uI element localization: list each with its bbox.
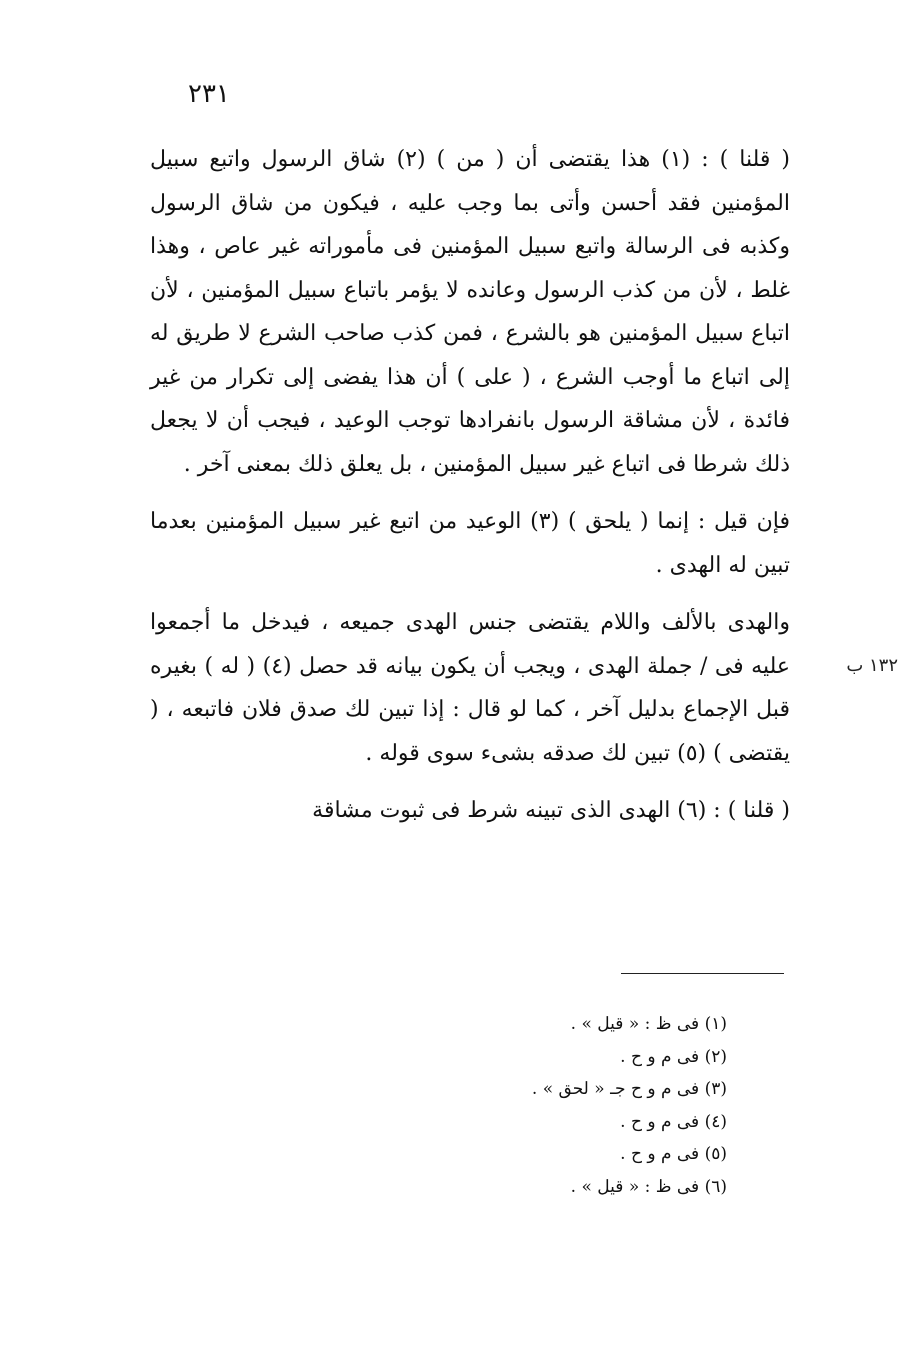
text-line: سبيل المؤمنين فقد أحسن وأتى بما وجب عليه ، فيكون من شاق xyxy=(150,147,790,216)
text-line: الشرع لا طريق له إلى اتباع ما أوجب الشرع ، ( على ) أن هذا xyxy=(150,321,790,390)
text-line: يفضى إلى تكرار من غير فائدة ، لأن مشاقة الرسول بانفرادها توجب xyxy=(150,364,790,433)
text-line: وهذا غلط ، لأن من كذب الرسول وعانده لا يؤمر باتباع سبيل xyxy=(150,234,790,303)
text-line: الرسول وكذبه فى الرسالة واتبع سبيل المؤمنين فى مأموراته غير عاص ، xyxy=(150,190,790,259)
footnote-5: (٥) فى م و ح . xyxy=(620,1144,727,1165)
footnote-3: (٣) فى م و ح جـ « لحق » . xyxy=(531,1079,727,1100)
text-line: والهدى بالألف واللام يقتضى جنس الهدى جميعه ، فيدخل xyxy=(240,610,790,635)
text-line: ( قلنا ) : (١) هذا يقتضى أن ( من ) (٢) شاق الرسول واتبع xyxy=(198,147,790,172)
footnote-2: (٢) فى م و ح . xyxy=(620,1046,727,1067)
footnotes xyxy=(327,1008,727,1204)
text-line: المؤمنين ، لأن اتباع سبيل المؤمنين هو بالشرع ، فمن كذب صاحب xyxy=(150,277,790,346)
text-line: بعدما تبين له الهدى . xyxy=(150,509,790,578)
main-text xyxy=(150,138,898,833)
footnote-6: (٦) فى ظ : « قيل » . xyxy=(570,1176,727,1197)
paragraph-3 xyxy=(150,601,898,775)
text-line: ( له ) بغيره قبل الإجماع بدليل آخر ، كما لو قال : إذا تبين لك xyxy=(150,653,790,722)
text-line: صدق فلان فاتبعه ، ( يقتضى ) (٥) تبين لك صدقه بشىء سوى قوله . xyxy=(150,697,790,766)
text-line: ما أجمعوا عليه فى / جملة الهدى ، ويجب أن يكون بيانه قد حصل (٤) xyxy=(150,610,790,679)
footnote-4: (٤) فى م و ح . xyxy=(620,1111,727,1132)
text-line: ( قلنا ) : (٦) الهدى الذى تبينه شرط فى ثبوت مشاقة xyxy=(312,798,790,823)
page-number: ٢٣١ xyxy=(188,79,230,109)
text-line: الوعيد ، فيجب أن لا يجعل ذلك شرطا فى اتباع غير سبيل المؤمنين ، xyxy=(150,408,790,477)
paragraph-4 xyxy=(150,789,790,833)
text-line: فإن قيل : إنما ( يلحق ) (٣) الوعيد من اتبع غير سبيل المؤمنين xyxy=(196,509,790,534)
footnote-1: (١) فى ظ : « قيل » . xyxy=(570,1014,727,1034)
paragraph-2 xyxy=(150,500,790,587)
folio-margin-note: ١٣٢ ب xyxy=(846,655,898,676)
footnote-divider xyxy=(621,973,784,974)
text-line: بل يعلق ذلك بمعنى آخر . xyxy=(183,451,413,477)
paragraph-1 xyxy=(150,138,790,486)
